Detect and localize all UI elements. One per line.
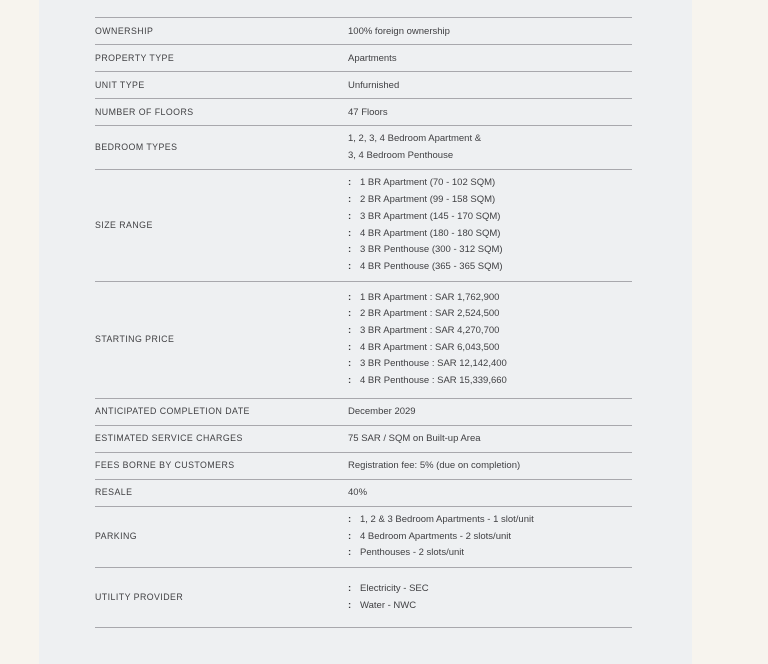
value-line: 1, 2, 3, 4 Bedroom Apartment & [348, 133, 482, 144]
list-item [348, 226, 632, 243]
row-label: OWNERSHIP [95, 25, 154, 36]
list-item-text: Electricity - SEC [360, 582, 429, 594]
list-item [348, 242, 632, 259]
table-row-ownership [95, 18, 632, 45]
row-label: FEES BORNE BY CUSTOMERS [95, 460, 235, 471]
list-item [348, 356, 632, 373]
table-row-property-type [95, 45, 632, 72]
list-item-text: 3 BR Apartment : SAR 4,270,700 [360, 325, 500, 337]
list-item-text: Penthouses - 2 slots/unit [360, 547, 465, 559]
table-row-unit-type [95, 72, 632, 99]
list-item [348, 545, 632, 562]
row-label: PROPERTY TYPE [95, 52, 175, 63]
row-label: BEDROOM TYPES [95, 142, 178, 153]
colon-bullet: : [348, 194, 352, 206]
list-item [348, 373, 632, 390]
table-row-parking [95, 507, 632, 568]
list-item-text: Water - NWC [360, 599, 417, 611]
table-row-starting-price [95, 282, 632, 399]
list-item [348, 259, 632, 276]
list-item [348, 209, 632, 226]
list-item [348, 306, 632, 323]
list-item-text: 4 BR Apartment (180 - 180 SQM) [360, 227, 501, 239]
table-row-fees [95, 453, 632, 480]
row-value: December 2029 [348, 406, 416, 418]
list-item [348, 323, 632, 340]
row-value: 47 Floors [348, 106, 388, 118]
row-value [348, 175, 632, 275]
list-item-text: 4 Bedroom Apartments - 2 slots/unit [360, 530, 512, 542]
colon-bullet: : [348, 325, 352, 337]
list-item [348, 529, 632, 546]
list-item-text: 1, 2 & 3 Bedroom Apartments - 1 slot/unit [360, 513, 534, 525]
row-value: 40% [348, 487, 368, 499]
row-label: ESTIMATED SERVICE CHARGES [95, 433, 243, 444]
row-label: UTILITY PROVIDER [95, 592, 184, 603]
colon-bullet: : [348, 227, 352, 239]
list-item [348, 290, 632, 307]
list-item-text: 1 BR Apartment (70 - 102 SQM) [360, 177, 496, 189]
colon-bullet: : [348, 291, 352, 303]
property-details-panel [39, 0, 692, 664]
list-item [348, 581, 632, 598]
colon-bullet: : [348, 210, 352, 222]
colon-bullet: : [348, 599, 352, 611]
list-item-text: 2 BR Apartment : SAR 2,524,500 [360, 308, 500, 320]
table-row-completion-date [95, 399, 632, 426]
list-item-text: 1 BR Apartment : SAR 1,762,900 [360, 291, 500, 303]
list-item-text: 3 BR Apartment (145 - 170 SQM) [360, 210, 501, 222]
list-item [348, 175, 632, 192]
colon-bullet: : [348, 582, 352, 594]
colon-bullet: : [348, 341, 352, 353]
row-value: Apartments [348, 52, 397, 64]
list-item [348, 512, 632, 529]
colon-bullet: : [348, 244, 352, 256]
list-item-text: 4 BR Penthouse (365 - 365 SQM) [360, 260, 503, 272]
value-line: 3, 4 Bedroom Penthouse [348, 149, 454, 161]
row-value [348, 131, 632, 164]
table-row-bedroom-types [95, 126, 632, 170]
list-item [348, 192, 632, 209]
colon-bullet: : [348, 358, 352, 370]
row-label: NUMBER OF FLOORS [95, 106, 194, 117]
list-item-text: 2 BR Apartment (99 - 158 SQM) [360, 194, 496, 206]
row-value: Registration fee: 5% (due on completion) [348, 460, 521, 472]
row-value: 100% foreign ownership [348, 25, 450, 37]
list-item [348, 340, 632, 357]
table-row-number-of-floors [95, 99, 632, 126]
list-item-text: 3 BR Penthouse : SAR 12,142,400 [360, 358, 507, 370]
colon-bullet: : [348, 177, 352, 189]
list-item [348, 598, 632, 615]
row-value: 75 SAR / SQM on Built-up Area [348, 433, 481, 445]
colon-bullet: : [348, 308, 352, 320]
table-row-size-range [95, 170, 632, 281]
colon-bullet: : [348, 547, 352, 559]
row-label: STARTING PRICE [95, 334, 175, 345]
list-item-text: 4 BR Penthouse : SAR 15,339,660 [360, 375, 507, 387]
row-label: UNIT TYPE [95, 79, 145, 90]
row-label: SIZE RANGE [95, 220, 153, 231]
colon-bullet: : [348, 260, 352, 272]
row-label: RESALE [95, 487, 133, 498]
colon-bullet: : [348, 375, 352, 387]
row-value [348, 581, 632, 614]
colon-bullet: : [348, 513, 352, 525]
table-row-service-charges [95, 426, 632, 453]
colon-bullet: : [348, 530, 352, 542]
row-label: ANTICIPATED COMPLETION DATE [95, 406, 250, 417]
table-row-resale [95, 480, 632, 507]
table-row-utility-provider [95, 568, 632, 628]
row-label: PARKING [95, 531, 138, 542]
row-value [348, 512, 632, 562]
list-item-text: 4 BR Apartment : SAR 6,043,500 [360, 341, 500, 353]
property-details-table [95, 17, 632, 628]
list-item-text: 3 BR Penthouse (300 - 312 SQM) [360, 244, 503, 256]
row-value [348, 290, 632, 390]
row-value: Unfurnished [348, 79, 400, 91]
